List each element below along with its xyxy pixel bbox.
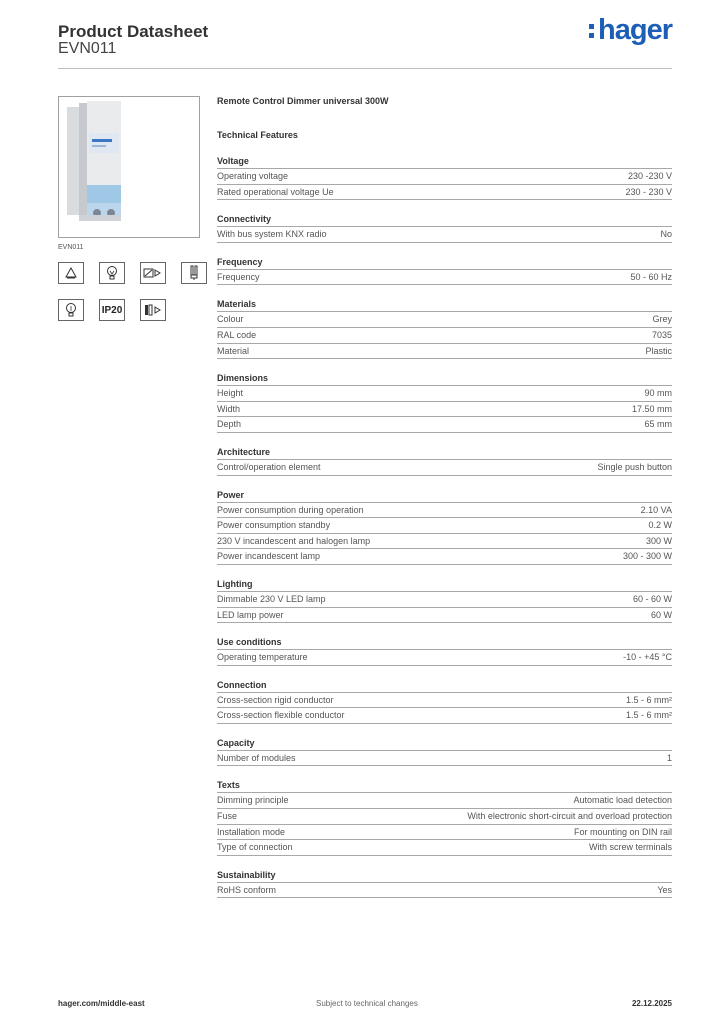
spec-section — [217, 636, 672, 666]
spec-value: Single push button — [597, 461, 672, 472]
spec-value: Automatic load detection — [573, 795, 672, 806]
spec-section — [217, 489, 672, 565]
spec-row — [217, 311, 672, 327]
spec-label: Width — [217, 403, 241, 414]
product-image — [58, 96, 200, 238]
spec-label: Operating temperature — [217, 652, 308, 663]
footer-date: 22.12.2025 — [631, 999, 672, 1008]
icon-row-1 — [58, 262, 207, 284]
section-title: Use conditions — [217, 637, 282, 648]
dimmer-device-icon — [59, 97, 199, 237]
image-caption: EVN011 — [58, 244, 84, 251]
spec-row — [217, 607, 672, 624]
spec-label: Control/operation element — [217, 461, 321, 472]
spec-row — [217, 548, 672, 565]
spec-label: 230 V incandescent and halogen lamp — [217, 535, 371, 546]
section-title: Architecture — [217, 446, 271, 457]
spec-row — [217, 168, 672, 184]
section-title: Frequency — [217, 256, 263, 267]
triangle-lamp-icon — [58, 262, 84, 284]
spec-label: Dimming principle — [217, 795, 289, 806]
spec-value: 60 - 60 W — [632, 593, 672, 604]
section-title: Sustainability — [217, 869, 276, 880]
spec-label: Number of modules — [217, 752, 296, 763]
logo-dots-icon — [589, 22, 594, 40]
spec-label: Installation mode — [217, 826, 286, 837]
spec-value: With screw terminals — [588, 842, 672, 853]
spec-value: 1.5 - 6 mm² — [625, 710, 672, 721]
spec-label: Power incandescent lamp — [217, 551, 321, 562]
spec-label: Power consumption standby — [217, 520, 331, 531]
spec-row — [217, 226, 672, 243]
spec-row — [217, 792, 672, 808]
spec-label: Material — [217, 345, 250, 356]
spec-row — [217, 707, 672, 724]
spec-value: 60 W — [650, 609, 672, 620]
spec-section — [217, 869, 672, 899]
footer-notice: Subject to technical changes — [316, 999, 418, 1008]
spec-label: Depth — [217, 419, 242, 430]
spec-row — [217, 502, 672, 518]
section-title: Connection — [217, 679, 267, 690]
spec-label: Cross-section rigid conductor — [217, 694, 334, 705]
section-title: Voltage — [217, 156, 249, 166]
spec-label: Power consumption during operation — [217, 504, 364, 515]
spec-row — [217, 882, 672, 899]
spec-section — [217, 578, 672, 623]
spec-label: RAL code — [217, 329, 257, 340]
spec-label: RoHS conform — [217, 884, 277, 895]
spec-row — [217, 269, 672, 286]
transformer-icon — [140, 262, 166, 284]
logo-text: hager — [598, 14, 672, 46]
spec-label: Dimmable 230 V LED lamp — [217, 593, 326, 604]
spec-label: LED lamp power — [217, 609, 284, 620]
spec-value: 2.10 VA — [640, 504, 672, 515]
spec-label: Rated operational voltage Ue — [217, 186, 334, 197]
spec-row — [217, 459, 672, 476]
spec-row — [217, 808, 672, 824]
section-title: Dimensions — [217, 373, 269, 384]
spec-section — [217, 679, 672, 724]
spec-value: 50 - 60 Hz — [630, 271, 672, 282]
spec-section — [217, 372, 672, 433]
led-bulb-icon — [58, 299, 84, 321]
spec-value: No — [660, 229, 672, 240]
section-title: Capacity — [217, 737, 255, 748]
product-code: EVN011 — [58, 40, 117, 57]
spec-value: For mounting on DIN rail — [573, 826, 672, 837]
spec-value: -10 - +45 °C — [623, 652, 672, 663]
spec-label: Fuse — [217, 811, 238, 822]
spec-value: 300 W — [645, 535, 672, 546]
spec-label: With bus system KNX radio — [217, 229, 327, 240]
spec-label: Operating voltage — [217, 171, 289, 181]
spec-row — [217, 591, 672, 607]
din-rail-module-icon — [140, 299, 166, 321]
spec-row — [217, 649, 672, 666]
spec-row — [217, 416, 672, 433]
spec-label: Height — [217, 388, 244, 399]
spec-label: Cross-section flexible conductor — [217, 710, 345, 721]
spec-section — [217, 737, 672, 767]
spec-section — [217, 779, 672, 855]
spec-row — [217, 327, 672, 343]
fluorescent-icon — [181, 262, 207, 284]
spec-section — [217, 446, 672, 476]
technical-features-heading: Technical Features — [217, 130, 298, 140]
spec-section — [217, 256, 672, 286]
header — [58, 14, 672, 69]
spec-value: Plastic — [645, 345, 672, 356]
spec-value: 90 mm — [644, 388, 672, 399]
icon-row-2 — [58, 299, 166, 321]
section-title: Connectivity — [217, 214, 272, 225]
spec-row — [217, 692, 672, 708]
footer-website: hager.com/middle-east — [58, 999, 145, 1008]
spec-row — [217, 824, 672, 840]
spec-row — [217, 401, 672, 417]
spec-row — [217, 517, 672, 533]
spec-row — [217, 184, 672, 201]
spec-row — [217, 533, 672, 549]
spec-value: 17.50 mm — [631, 403, 672, 414]
bulb-icon — [99, 262, 125, 284]
product-name: Remote Control Dimmer universal 300W — [217, 96, 389, 106]
spec-section — [217, 155, 672, 200]
spec-value: With electronic short-circuit and overload protection — [467, 811, 672, 822]
ip20-rating-badge: IP20 — [99, 299, 125, 321]
spec-value: Grey — [652, 314, 672, 325]
spec-label: Colour — [217, 314, 244, 325]
page-title: Product Datasheet — [58, 22, 209, 41]
spec-value: 230 -230 V — [627, 171, 672, 181]
spec-section — [217, 298, 672, 359]
spec-value: Yes — [657, 884, 672, 895]
section-title: Texts — [217, 780, 240, 791]
hager-logo — [589, 14, 672, 47]
section-title: Lighting — [217, 578, 253, 589]
spec-value: 0.2 W — [648, 520, 672, 531]
datasheet-content — [217, 96, 672, 898]
spec-sections — [217, 155, 672, 898]
section-title: Power — [217, 489, 245, 500]
section-title: Materials — [217, 299, 257, 310]
spec-value: 1.5 - 6 mm² — [625, 694, 672, 705]
spec-value: 230 - 230 V — [625, 186, 672, 197]
spec-label: Type of connection — [217, 842, 293, 853]
spec-value: 65 mm — [644, 419, 672, 430]
spec-row — [217, 839, 672, 856]
spec-section — [217, 213, 672, 243]
spec-label: Frequency — [217, 271, 260, 282]
spec-value: 7035 — [651, 329, 672, 340]
spec-value: 1 — [666, 752, 672, 763]
spec-row — [217, 343, 672, 360]
spec-value: 300 - 300 W — [622, 551, 672, 562]
spec-row — [217, 750, 672, 767]
spec-row — [217, 385, 672, 401]
